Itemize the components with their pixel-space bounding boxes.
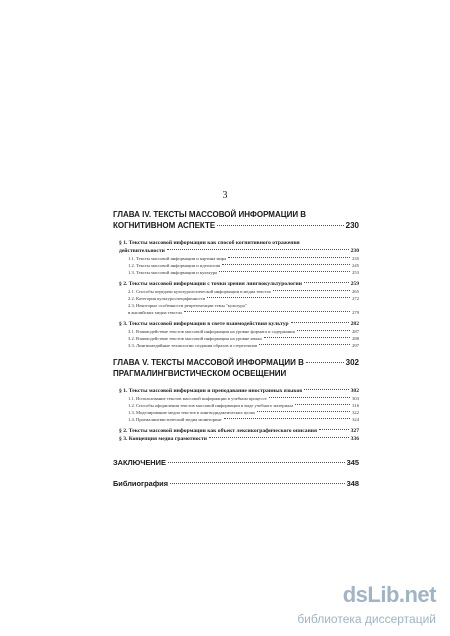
- section: § 2. Тексты массовой информации с точки зрения лингвокультурологии 259: [119, 281, 359, 287]
- page-ref: 253: [352, 270, 359, 275]
- section: § 3. Тексты массовой информации в свете взаимодействия культур 282: [119, 321, 359, 327]
- section-title-line: § 1. Тексты массовой информации как способ когнитивного отражения: [119, 240, 300, 246]
- page-number: 3: [222, 190, 228, 201]
- chapter-title-line: ГЛАВА IV. ТЕКСТЫ МАССОВОЙ ИНФОРМАЦИИ В: [113, 210, 307, 219]
- section: § 3. Концепция медиа грамотности 336: [119, 436, 359, 442]
- dot-leader: [304, 389, 348, 390]
- page-ref: 302: [345, 358, 359, 367]
- dot-leader: [297, 330, 350, 331]
- page-ref: 324: [352, 417, 359, 422]
- section: § 2. Тексты массовой информации как объект лексикографического описания 327: [119, 428, 359, 434]
- dot-leader: [273, 290, 350, 291]
- subsection: 1.1. Использование текстов массовой информации в учебном процессе 303: [128, 396, 359, 401]
- dot-leader: [228, 257, 350, 258]
- page-ref: 282: [350, 321, 359, 327]
- table-of-contents: [113, 209, 359, 489]
- page-ref: 265: [352, 289, 359, 294]
- dot-leader: [304, 282, 349, 283]
- conclusion-entry: ЗАКЛЮЧЕНИЕ 345: [113, 458, 359, 467]
- page-ref: 230: [345, 221, 359, 230]
- dot-leader: [168, 462, 345, 463]
- watermark: [266, 582, 436, 626]
- subsection: 3.1. Взаимодействие текстов массовой информации на уровне формата и содержания 287: [128, 329, 359, 334]
- chapter-title-line: ПРАГМАЛИНГВИСТИЧЕСКОМ ОСВЕЩЕНИИ: [113, 369, 287, 378]
- page-ref: 303: [352, 396, 359, 401]
- dot-leader: [319, 429, 349, 430]
- chapter-title: [113, 209, 359, 231]
- chapter-5: [113, 357, 359, 443]
- page-ref: 322: [352, 410, 359, 415]
- page-ref: 336: [350, 436, 359, 442]
- page-ref: 297: [352, 343, 359, 348]
- page-ref: 245: [352, 263, 359, 268]
- page-ref: 287: [352, 329, 359, 334]
- subsection: 1.3. Тексты массовой информации и культура 253: [128, 270, 359, 275]
- section-title-line: действительности: [119, 248, 165, 254]
- subsection: 1.2. Способы оформления текстов массовой информации в виде учебного материала 316: [128, 403, 359, 408]
- dot-leader: [184, 311, 350, 312]
- dot-leader: [217, 225, 343, 226]
- page-ref: 235: [352, 256, 359, 261]
- dot-leader: [224, 418, 350, 419]
- page-ref: 272: [352, 296, 359, 301]
- dot-leader: [219, 271, 350, 272]
- dot-leader: [257, 411, 350, 412]
- subsection: 1.2. Тексты массовой информации и идеология 245: [128, 263, 359, 268]
- page-ref: 288: [352, 336, 359, 341]
- dot-leader: [295, 404, 350, 405]
- dot-leader: [222, 264, 350, 265]
- page-ref: 279: [352, 310, 359, 315]
- subsection: 1.1. Тексты массовой информации и картина мира 235: [128, 256, 359, 261]
- page-ref: 327: [350, 428, 359, 434]
- subsection: 2.3. Некоторые особенности репрезентации темы "культура" в английских медиа текстах 279: [128, 303, 359, 315]
- subsection: 1.4. Прагмалингвистический медиа мониторинг 324: [128, 417, 359, 422]
- dot-leader: [259, 344, 350, 345]
- subsection: 2.2. Категория культуроспецифичности 272: [128, 296, 359, 301]
- chapter-4: [113, 209, 359, 349]
- watermark-subtitle: библиотека диссертаций: [297, 612, 436, 626]
- dot-leader: [167, 249, 349, 250]
- page-ref: 345: [346, 458, 359, 467]
- page-ref: 302: [350, 388, 359, 394]
- dot-leader: [306, 362, 344, 363]
- page-ref: 259: [350, 281, 359, 287]
- dot-leader: [207, 297, 350, 298]
- chapter-title-line: ГЛАВА V. ТЕКСТЫ МАССОВОЙ ИНФОРМАЦИИ В: [113, 358, 304, 367]
- subsection: 3.3. Лингвомедийные технологии создания образов и стереотипов 297: [128, 343, 359, 348]
- page-ref: 230: [350, 248, 359, 254]
- dot-leader: [170, 483, 345, 484]
- chapter-title-line: КОГНИТИВНОМ АСПЕКТЕ: [113, 221, 216, 230]
- bibliography-entry: Библиография 348: [113, 479, 359, 488]
- page-ref: 348: [346, 479, 359, 488]
- dot-leader: [264, 337, 350, 338]
- chapter-title: [113, 357, 359, 379]
- dot-leader: [209, 437, 349, 438]
- dot-leader: [269, 397, 350, 398]
- dot-leader: [291, 322, 349, 323]
- watermark-logo: dsLib.net: [342, 582, 436, 607]
- section: [119, 239, 359, 255]
- section: § 1. Тексты массовой информации и преподавание иностранных языков 302: [119, 388, 359, 394]
- subsection: 2.1. Способы передачи культурологической информации в медиа текстах 265: [128, 289, 359, 294]
- subsection: 3.2. Взаимодействие текстов массовой информации на уровне языка 288: [128, 336, 359, 341]
- page-ref: 316: [352, 403, 359, 408]
- subsection: 1.3. Моделирование медиа текстов в лингводидактических целях 322: [128, 410, 359, 415]
